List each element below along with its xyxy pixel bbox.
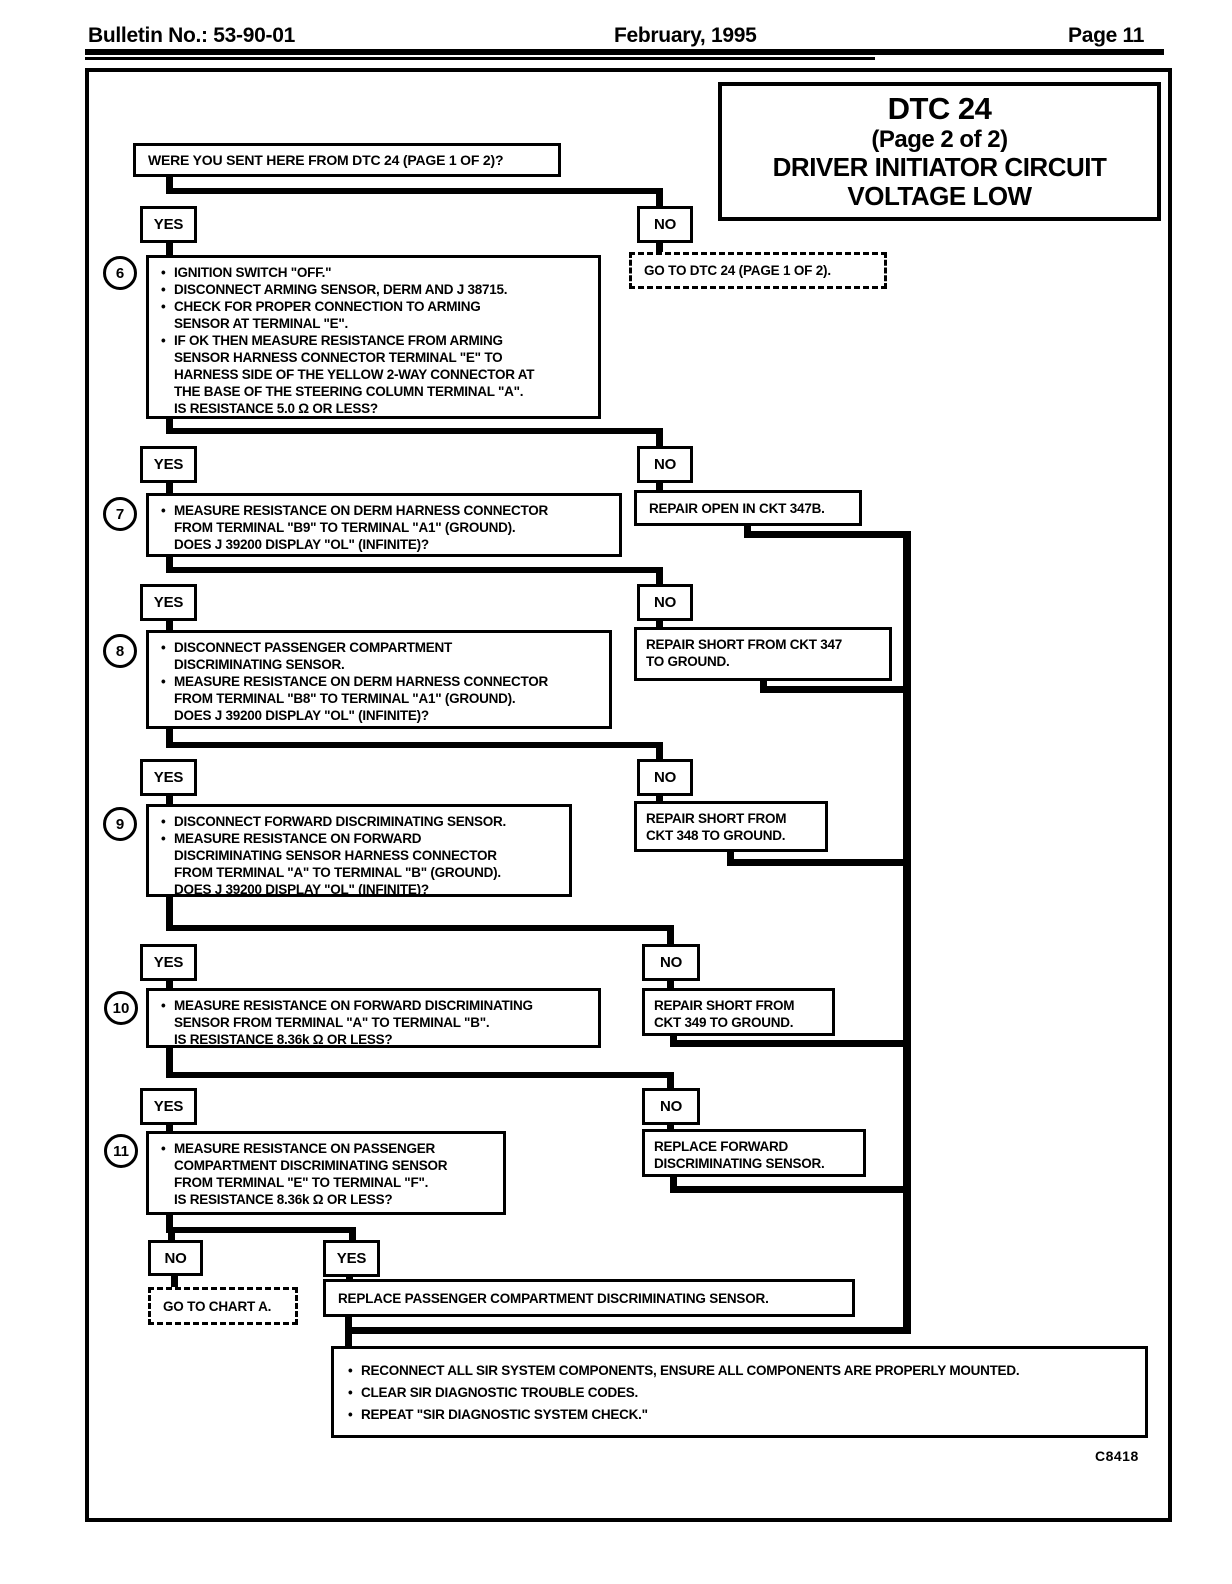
yes-label-1: YES <box>140 206 197 243</box>
step-6-line: THE BASE OF THE STEERING COLUMN TERMINAL "A". <box>174 384 524 399</box>
final-line: • CLEAR SIR DIAGNOSTIC TROUBLE CODES. <box>346 1382 1137 1404</box>
step-6-line: IS RESISTANCE 5.0 Ω OR LESS? <box>174 401 378 416</box>
yes-label-2: YES <box>140 446 197 483</box>
connector <box>166 242 173 256</box>
no-label-2: NO <box>637 446 693 483</box>
step-11-box <box>146 1131 506 1215</box>
yes-label-5: YES <box>140 944 197 981</box>
dtc-subtitle: (Page 2 of 2) <box>871 126 1008 153</box>
connector <box>166 742 663 748</box>
connector <box>166 1227 356 1233</box>
goto-chart-a-box: GO TO CHART A. <box>148 1287 298 1325</box>
step-6-line: SENSOR AT TERMINAL "E". <box>174 316 349 331</box>
trunk-connector <box>903 531 911 1334</box>
step-10-line: IS RESISTANCE 8.36k Ω OR LESS? <box>174 1032 393 1047</box>
no-label-1: NO <box>637 206 693 243</box>
page-number: Page 11 <box>1068 24 1145 47</box>
title-box <box>718 82 1161 221</box>
connector <box>727 859 910 866</box>
step-8-line: DOES J 39200 DISPLAY "OL" (INFINITE)? <box>174 708 429 723</box>
repair-short-347-line: REPAIR SHORT FROM CKT 347 <box>646 637 843 652</box>
connector <box>656 193 663 207</box>
repair-short-349-box <box>642 988 835 1036</box>
no-label-6: NO <box>642 1088 700 1125</box>
connector <box>670 1186 910 1193</box>
connector <box>171 1276 178 1287</box>
step-11-line: COMPARTMENT DISCRIMINATING SENSOR <box>174 1158 448 1173</box>
replace-forward-line: REPLACE FORWARD <box>654 1139 789 1154</box>
yes-label-7: YES <box>323 1240 380 1277</box>
step-7-circle: 7 <box>103 497 137 531</box>
connector <box>670 1040 910 1047</box>
step-6-line: • IGNITION SWITCH "OFF." <box>159 264 590 281</box>
step-10-circle: 10 <box>104 991 138 1025</box>
repair-short-349-line: CKT 349 TO GROUND. <box>654 1015 794 1030</box>
no-label-3: NO <box>637 584 693 621</box>
step-6-box <box>146 255 601 419</box>
step-10-line: • MEASURE RESISTANCE ON FORWARD DISCRIMINATING <box>159 997 590 1014</box>
step-8-line: • MEASURE RESISTANCE ON DERM HARNESS CONNECTOR <box>159 673 601 690</box>
repair-short-348-line: CKT 348 TO GROUND. <box>646 828 786 843</box>
final-instructions-box <box>331 1346 1148 1438</box>
replace-forward-line: DISCRIMINATING SENSOR. <box>654 1156 825 1171</box>
header-rule-2 <box>85 57 875 60</box>
dtc-title: DTC 24 <box>887 91 992 126</box>
connector <box>744 531 911 538</box>
goto-dtc24-box: GO TO DTC 24 (PAGE 1 OF 2). <box>629 252 887 289</box>
question-start: WERE YOU SENT HERE FROM DTC 24 (PAGE 1 OF 2)? <box>133 143 561 177</box>
step-8-line: FROM TERMINAL "B8" TO TERMINAL "A1" (GROUND). <box>174 691 516 706</box>
yes-label-3: YES <box>140 584 197 621</box>
connector <box>166 428 663 434</box>
step-6-line: SENSOR HARNESS CONNECTOR TERMINAL "E" TO <box>174 350 503 365</box>
bulletin-number: Bulletin No.: 53-90-01 <box>88 24 295 47</box>
step-11-line: IS RESISTANCE 8.36k Ω OR LESS? <box>174 1192 393 1207</box>
replace-forward-box <box>642 1129 866 1177</box>
dtc-description-1: DRIVER INITIATOR CIRCUIT <box>772 152 1107 182</box>
repair-short-348-line: REPAIR SHORT FROM <box>646 811 787 826</box>
step-8-line: • DISCONNECT PASSENGER COMPARTMENT <box>159 639 601 656</box>
final-line: • RECONNECT ALL SIR SYSTEM COMPONENTS, ENSURE ALL COMPONENTS ARE PROPERLY MOUNTED. <box>346 1360 1137 1382</box>
step-10-line: SENSOR FROM TERMINAL "A" TO TERMINAL "B". <box>174 1015 490 1030</box>
repair-short-349-line: REPAIR SHORT FROM <box>654 998 795 1013</box>
repair-short-347-box <box>634 627 892 681</box>
no-label-4: NO <box>637 759 693 796</box>
step-6-circle: 6 <box>103 256 137 290</box>
step-7-line: FROM TERMINAL "B9" TO TERMINAL "A1" (GROUND). <box>174 520 516 535</box>
repair-open-347b-box: REPAIR OPEN IN CKT 347B. <box>634 490 862 526</box>
step-6-line: • CHECK FOR PROPER CONNECTION TO ARMING <box>159 298 590 315</box>
connector <box>166 567 663 573</box>
step-10-box <box>146 988 601 1048</box>
step-9-line: • MEASURE RESISTANCE ON FORWARD <box>159 830 561 847</box>
no-label-7: NO <box>148 1240 203 1276</box>
step-6-line: • IF OK THEN MEASURE RESISTANCE FROM ARMING <box>159 332 590 349</box>
repair-short-348-box <box>634 801 828 852</box>
step-11-line: FROM TERMINAL "E" TO TERMINAL "F". <box>174 1175 429 1190</box>
step-7-box <box>146 493 622 557</box>
repair-short-347-line: TO GROUND. <box>646 654 730 669</box>
step-11-line: • MEASURE RESISTANCE ON PASSENGER <box>159 1140 495 1157</box>
no-label-5: NO <box>642 944 700 981</box>
step-9-line: DOES J 39200 DISPLAY "OL" (INFINITE)? <box>174 882 429 897</box>
step-8-line: DISCRIMINATING SENSOR. <box>174 657 345 672</box>
step-6-line: HARNESS SIDE OF THE YELLOW 2-WAY CONNECTOR AT <box>174 367 535 382</box>
step-9-line: FROM TERMINAL "A" TO TERMINAL "B" (GROUND). <box>174 865 501 880</box>
connector <box>760 686 910 693</box>
final-line: • REPEAT "SIR DIAGNOSTIC SYSTEM CHECK." <box>346 1404 1137 1426</box>
yes-label-4: YES <box>140 759 197 796</box>
step-11-circle: 11 <box>104 1134 138 1168</box>
dtc-description-2: VOLTAGE LOW <box>847 181 1032 211</box>
connector <box>166 925 674 931</box>
step-7-line: DOES J 39200 DISPLAY "OL" (INFINITE)? <box>174 537 429 552</box>
connector <box>345 1327 911 1334</box>
figure-code: C8418 <box>1095 1448 1139 1464</box>
step-9-line: • DISCONNECT FORWARD DISCRIMINATING SENSOR. <box>159 813 561 830</box>
connector <box>166 1072 674 1078</box>
step-7-line: • MEASURE RESISTANCE ON DERM HARNESS CONNECTOR <box>159 502 611 519</box>
issue-date: February, 1995 <box>614 24 757 47</box>
step-6-line: • DISCONNECT ARMING SENSOR, DERM AND J 38715. <box>159 281 590 298</box>
step-8-box <box>146 630 612 729</box>
step-8-circle: 8 <box>103 634 137 668</box>
yes-label-6: YES <box>140 1088 197 1125</box>
connector <box>667 930 674 945</box>
connector <box>656 433 663 447</box>
header-rule <box>85 49 1164 55</box>
replace-passenger-box: REPLACE PASSENGER COMPARTMENT DISCRIMINATING SENSOR. <box>323 1279 855 1317</box>
step-9-line: DISCRIMINATING SENSOR HARNESS CONNECTOR <box>174 848 497 863</box>
connector <box>166 188 663 194</box>
step-9-circle: 9 <box>103 807 137 841</box>
step-9-box <box>146 804 572 897</box>
